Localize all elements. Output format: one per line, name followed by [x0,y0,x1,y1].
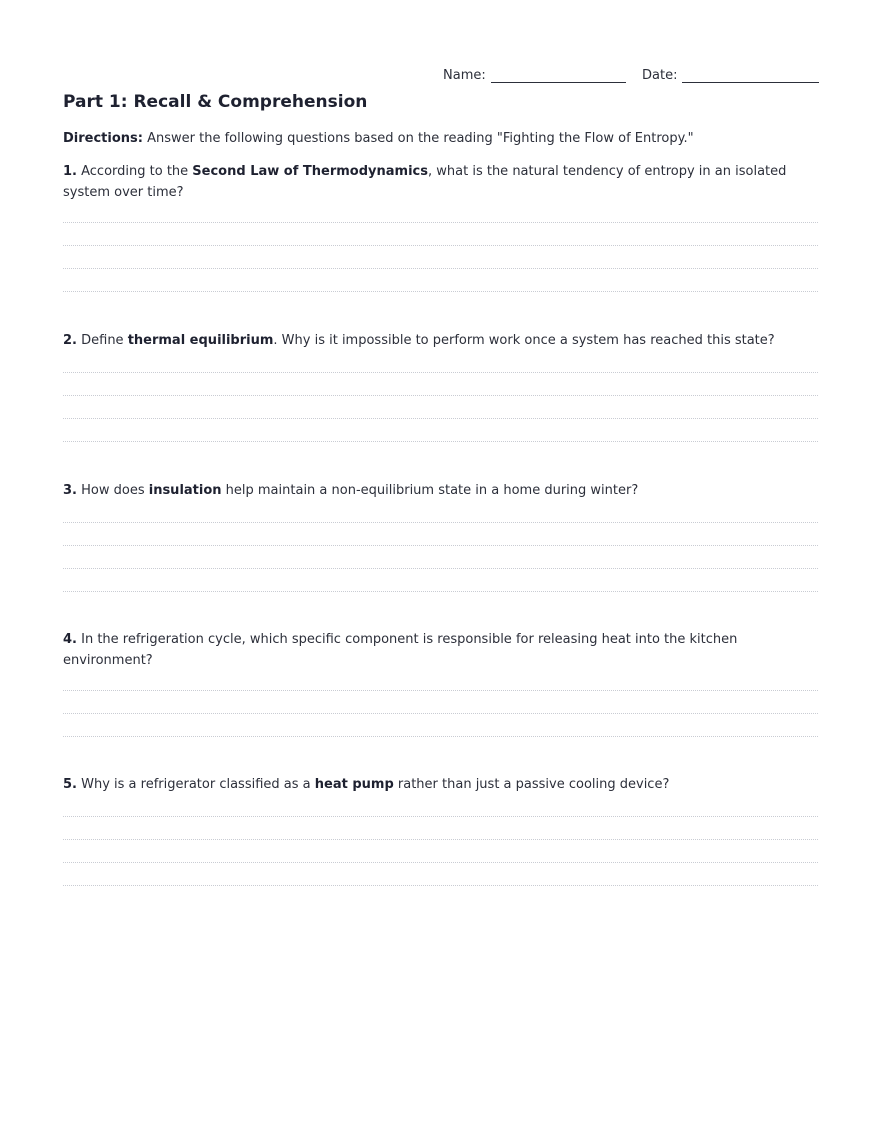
question-key-term: thermal equilibrium [127,333,274,348]
directions-label: Directions: [63,131,143,146]
question-text-segment: Define [76,333,128,348]
answer-line[interactable] [63,372,818,373]
answer-line[interactable] [63,568,818,569]
answer-line[interactable] [63,690,818,691]
answer-line[interactable] [63,816,818,817]
answer-line[interactable] [63,418,818,419]
name-field[interactable] [443,68,626,83]
question-number: 5. [63,777,77,792]
question-text [63,331,803,352]
question-text-segment: . Why is it impossible to perform work once a system has reached this state? [273,333,775,348]
question-text-segment: According to the [76,164,193,179]
answer-line[interactable] [63,736,818,737]
answer-line[interactable] [63,245,818,246]
question-text-segment: rather than just a passive cooling device? [393,777,670,792]
question-text-segment: In the refrigeration cycle, which specific component is responsible for releasing heat into the kitchen environment? [63,632,738,668]
question-key-term: insulation [148,483,222,498]
date-label: Date: [642,68,678,83]
answer-line[interactable] [63,441,818,442]
answer-line[interactable] [63,885,818,886]
question-4 [63,630,818,671]
directions [63,131,694,146]
header-fields [443,68,818,88]
answer-line[interactable] [63,522,818,523]
question-number: 4. [63,632,77,647]
question-number: 3. [63,483,77,498]
answer-line[interactable] [63,268,818,269]
name-label: Name: [443,68,486,83]
question-3 [63,481,818,502]
date-blank-line[interactable] [682,68,819,83]
question-key-term: heat pump [314,777,394,792]
part-title: Part 1: Recall & Comprehension [63,92,368,112]
question-text [63,481,803,502]
question-text-segment: help maintain a non-equilibrium state in a home during winter? [221,483,639,498]
question-key-term: Second Law of Thermodynamics [192,164,428,179]
answer-line[interactable] [63,222,818,223]
question-text [63,775,803,796]
answer-line[interactable] [63,862,818,863]
directions-text: Answer the following questions based on the reading "Fighting the Flow of Entropy." [142,131,694,146]
question-number: 1. [63,164,77,179]
answer-line[interactable] [63,713,818,714]
question-text-segment: , what is the natural tendency of entropy in an isolated system over time? [63,164,787,200]
answer-line[interactable] [63,591,818,592]
date-field[interactable] [642,68,819,83]
question-text-segment: Why is a refrigerator classified as a [76,777,315,792]
answer-line[interactable] [63,545,818,546]
answer-line[interactable] [63,395,818,396]
question-1 [63,162,818,203]
question-5 [63,775,818,796]
question-text [63,162,803,203]
answer-line[interactable] [63,839,818,840]
question-number: 2. [63,333,77,348]
question-text [63,630,803,671]
question-2 [63,331,818,352]
answer-line[interactable] [63,291,818,292]
question-text-segment: How does [76,483,149,498]
name-blank-line[interactable] [491,68,626,83]
